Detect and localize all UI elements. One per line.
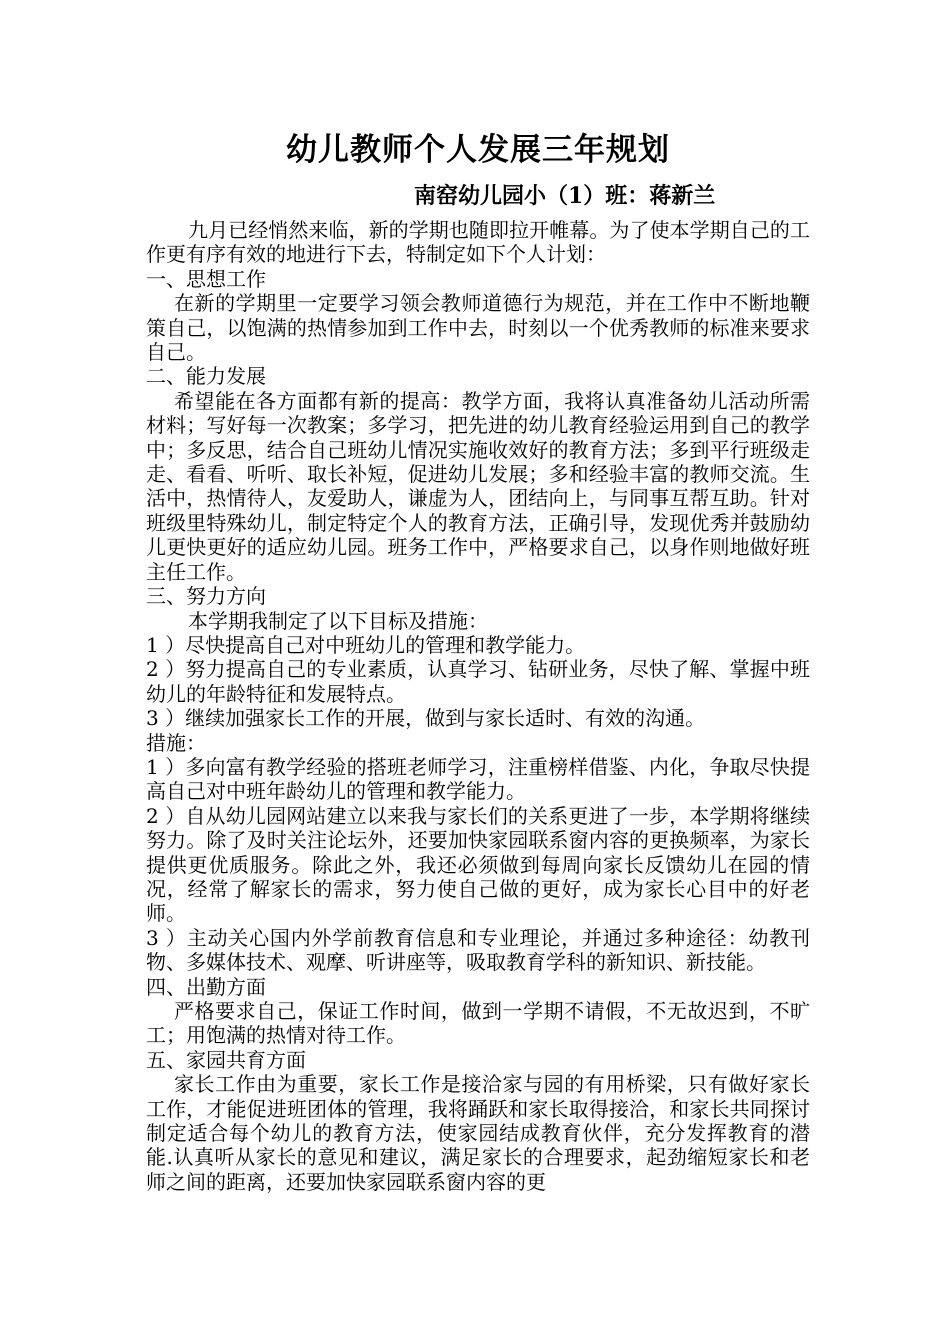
- body-paragraph: 九月已经悄然来临，新的学期也随即拉开帷幕。为了使本学期自己的工作更有序有效的地进行下去，特制定如下个人计划：: [146, 218, 810, 267]
- body-paragraph: 本学期我制定了以下目标及措施：: [188, 608, 488, 633]
- body-paragraph: 希望能在各方面都有新的提高：教学方面，我将认真准备幼儿活动所需材料；写好每一次教案；多学习，把先进的幼儿教育经验运用到自己的教学中；多反思，结合自己班幼儿情况实施收效好的教育方法；多到平行班级走走、看看、听听、取长补短，促进幼儿发展；多和经验丰富的教师交流。生活中，热情待人，友爱助人，谦虚为人，团结向上，与同事互帮互助。针对班级里特殊幼儿，制定特定个人的教育方法，正确引导，发现优秀并鼓励幼儿更快更好的适应幼儿园。班务工作中，严格要求自己，以身作则地做好班主任工作。: [146, 388, 810, 584]
- body-paragraph: 在新的学期里一定要学习领会教师道德行为规范，并在工作中不断地鞭策自己，以饱满的热情参加到工作中去，时刻以一个优秀教师的标准来要求自己。: [146, 291, 810, 365]
- section-line: 一、思想工作: [146, 266, 266, 291]
- section-line: 2 ）自从幼儿园网站建立以来我与家长们的关系更进了一步，本学期将继续努力。除了及时关注论坛外，还要加快家园联系窗内容的更换频率，为家长提供更优质服务。除此之外，我还必须做到每周向家长反馈幼儿在园的情况，经常了解家长的需求，努力使自己做的更好，成为家长心目中的好老师。: [146, 803, 810, 926]
- section-line: 三、努力方向: [146, 584, 266, 609]
- section-line: 3 ）主动关心国内外学前教育信息和专业理论，并通过多种途径：幼教刊物、多媒体技术、观摩、听讲座等，吸取教育学科的新知识、新技能。: [146, 925, 810, 975]
- section-line: 3 ）继续加强家长工作的开展，做到与家长适时、有效的沟通。: [146, 706, 706, 731]
- section-line: 措施：: [146, 730, 206, 755]
- body-paragraph: 严格要求自己，保证工作时间，做到一学期不请假，不无故迟到，不旷工；用饱满的热情对待工作。: [146, 999, 810, 1048]
- document-title: 幼儿教师个人发展三年规划: [286, 132, 670, 168]
- document-author: 南窑幼儿园小（1）班：蒋新兰: [414, 183, 716, 209]
- document-body: [146, 218, 810, 1194]
- section-line: 1 ）多向富有教学经验的搭班老师学习，注重榜样借鉴、内化，争取尽快提高自己对中班年龄幼儿的管理和教学能力。: [146, 754, 810, 804]
- section-line: 2 ）努力提高自己的专业素质，认真学习、钻研业务，尽快了解、掌握中班幼儿的年龄特征和发展特点。: [146, 657, 810, 706]
- section-line: 四、出勤方面: [146, 974, 266, 999]
- body-paragraph: 家长工作由为重要，家长工作是接洽家与园的有用桥梁，只有做好家长工作，才能促进班团体的管理，我将踊跃和家长取得接洽，和家长共同探讨制定适合每个幼儿的教育方法，使家园结成教育伙伴，充分发挥教育的潜能.认真听从家长的意见和建议，满足家长的合理要求，起劲缩短家长和老师之间的距离，还要加快家园联系窗内容的更: [146, 1072, 810, 1194]
- section-line: 二、能力发展: [146, 364, 266, 389]
- document-page: [146, 126, 810, 1194]
- section-line: 1 ）尽快提高自己对中班幼儿的管理和教学能力。: [146, 632, 586, 657]
- section-line: 五、家园共育方面: [146, 1047, 306, 1072]
